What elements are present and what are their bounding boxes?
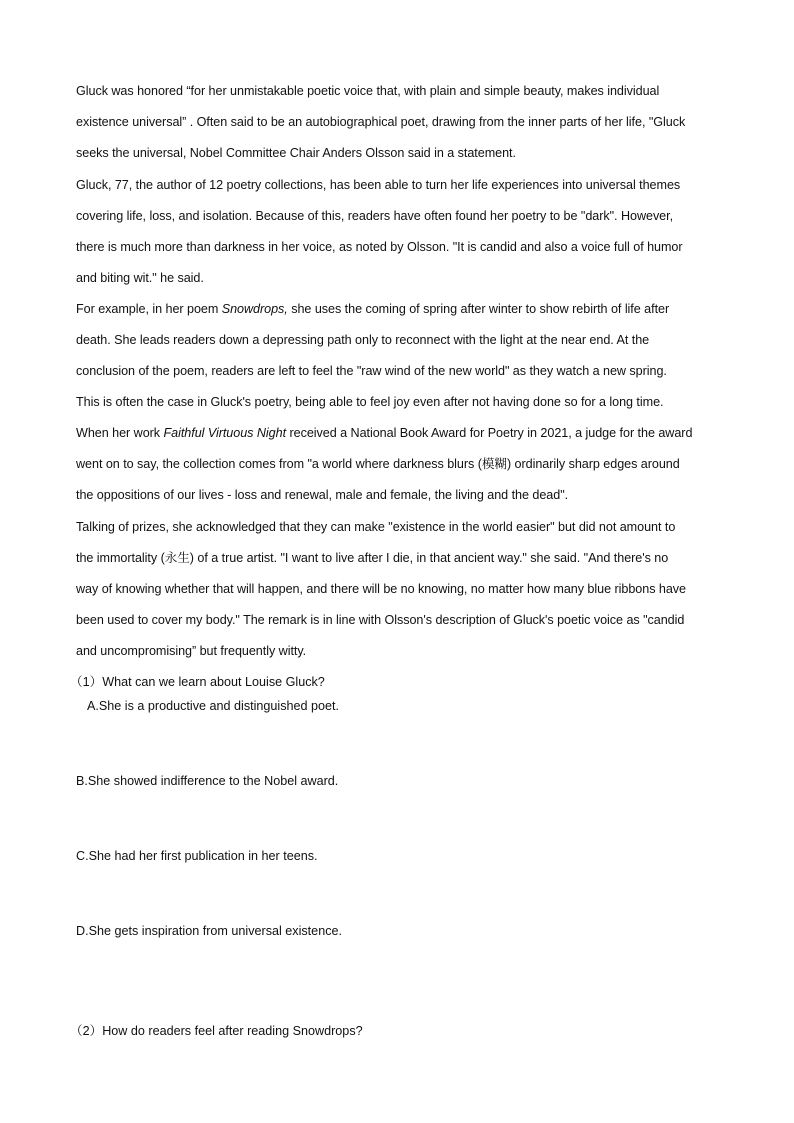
- paragraph-1: [76, 76, 726, 169]
- text-line: death. She leads readers down a depressing path only to reconnect with the light at the near end. At the: [76, 333, 650, 347]
- option-c[interactable]: C.She had her first publication in her teens.: [76, 849, 318, 863]
- text-line: conclusion of the poem, readers are left to feel the "raw wind of the new world" as they watch a new spring.: [76, 364, 667, 378]
- text-line: When her work Faithful Virtuous Night received a National Book Award for Poetry in 2021, a judge for the award: [76, 426, 693, 440]
- text-line: way of knowing whether that will happen, and there will be no knowing, no matter how many blue ribbons have: [76, 582, 687, 596]
- text-line: Gluck was honored “for her unmistakable poetic voice that, with plain and simple beauty, makes individual: [76, 84, 660, 98]
- option-a[interactable]: A.She is a productive and distinguished poet.: [87, 699, 340, 713]
- option-d[interactable]: D.She gets inspiration from universal existence.: [76, 924, 342, 938]
- text-line: and uncompromising” but frequently witty.: [76, 644, 307, 658]
- poem-title-snowdrops: Snowdrops,: [221, 302, 288, 316]
- option-b[interactable]: B.She showed indifference to the Nobel award.: [76, 774, 339, 788]
- text-line: and biting wit." he said.: [76, 271, 204, 285]
- question-1-stem: （1）What can we learn about Louise Gluck?: [70, 675, 325, 689]
- paragraph-2: [76, 170, 726, 294]
- text-line: covering life, loss, and isolation. Because of this, readers have often found her poetry to be "dark". However,: [76, 209, 674, 223]
- text-line: the immortality (永生) of a true artist. "I want to live after I die, in that ancient way." she said. "And there's no: [76, 551, 669, 565]
- text-line: went on to say, the collection comes from "a world where darkness blurs (模糊) ordinarily sharp edges around: [76, 457, 680, 471]
- text-line: Talking of prizes, she acknowledged that they can make "existence in the world easier" but did not amount to: [76, 520, 676, 534]
- text-line: there is much more than darkness in her voice, as noted by Olsson. "It is candid and also a voice full of humor: [76, 240, 683, 254]
- question-2-stem: （2）How do readers feel after reading Snowdrops?: [70, 1024, 363, 1038]
- paragraph-3: [76, 294, 726, 418]
- book-title: Faithful Virtuous Night: [163, 426, 287, 440]
- paragraph-5: [76, 512, 726, 667]
- text-line: the oppositions of our lives - loss and renewal, male and female, the living and the dead".: [76, 488, 569, 502]
- text-line: seeks the universal, Nobel Committee Chair Anders Olsson said in a statement.: [76, 146, 516, 160]
- text-line: Gluck, 77, the author of 12 poetry collections, has been able to turn her life experiences into universal themes: [76, 178, 681, 192]
- text-line: For example, in her poem Snowdrops, she uses the coming of spring after winter to show rebirth of life after: [76, 302, 670, 316]
- text-line: This is often the case in Gluck's poetry, being able to feel joy even after not having done so for a long time.: [76, 395, 664, 409]
- text-line: been used to cover my body." The remark is in line with Olsson's description of Gluck's poetic voice as "candid: [76, 613, 685, 627]
- paragraph-4: [76, 418, 726, 511]
- text-line: existence universal” . Often said to be an autobiographical poet, drawing from the inner parts of her life, "Gluck: [76, 115, 686, 129]
